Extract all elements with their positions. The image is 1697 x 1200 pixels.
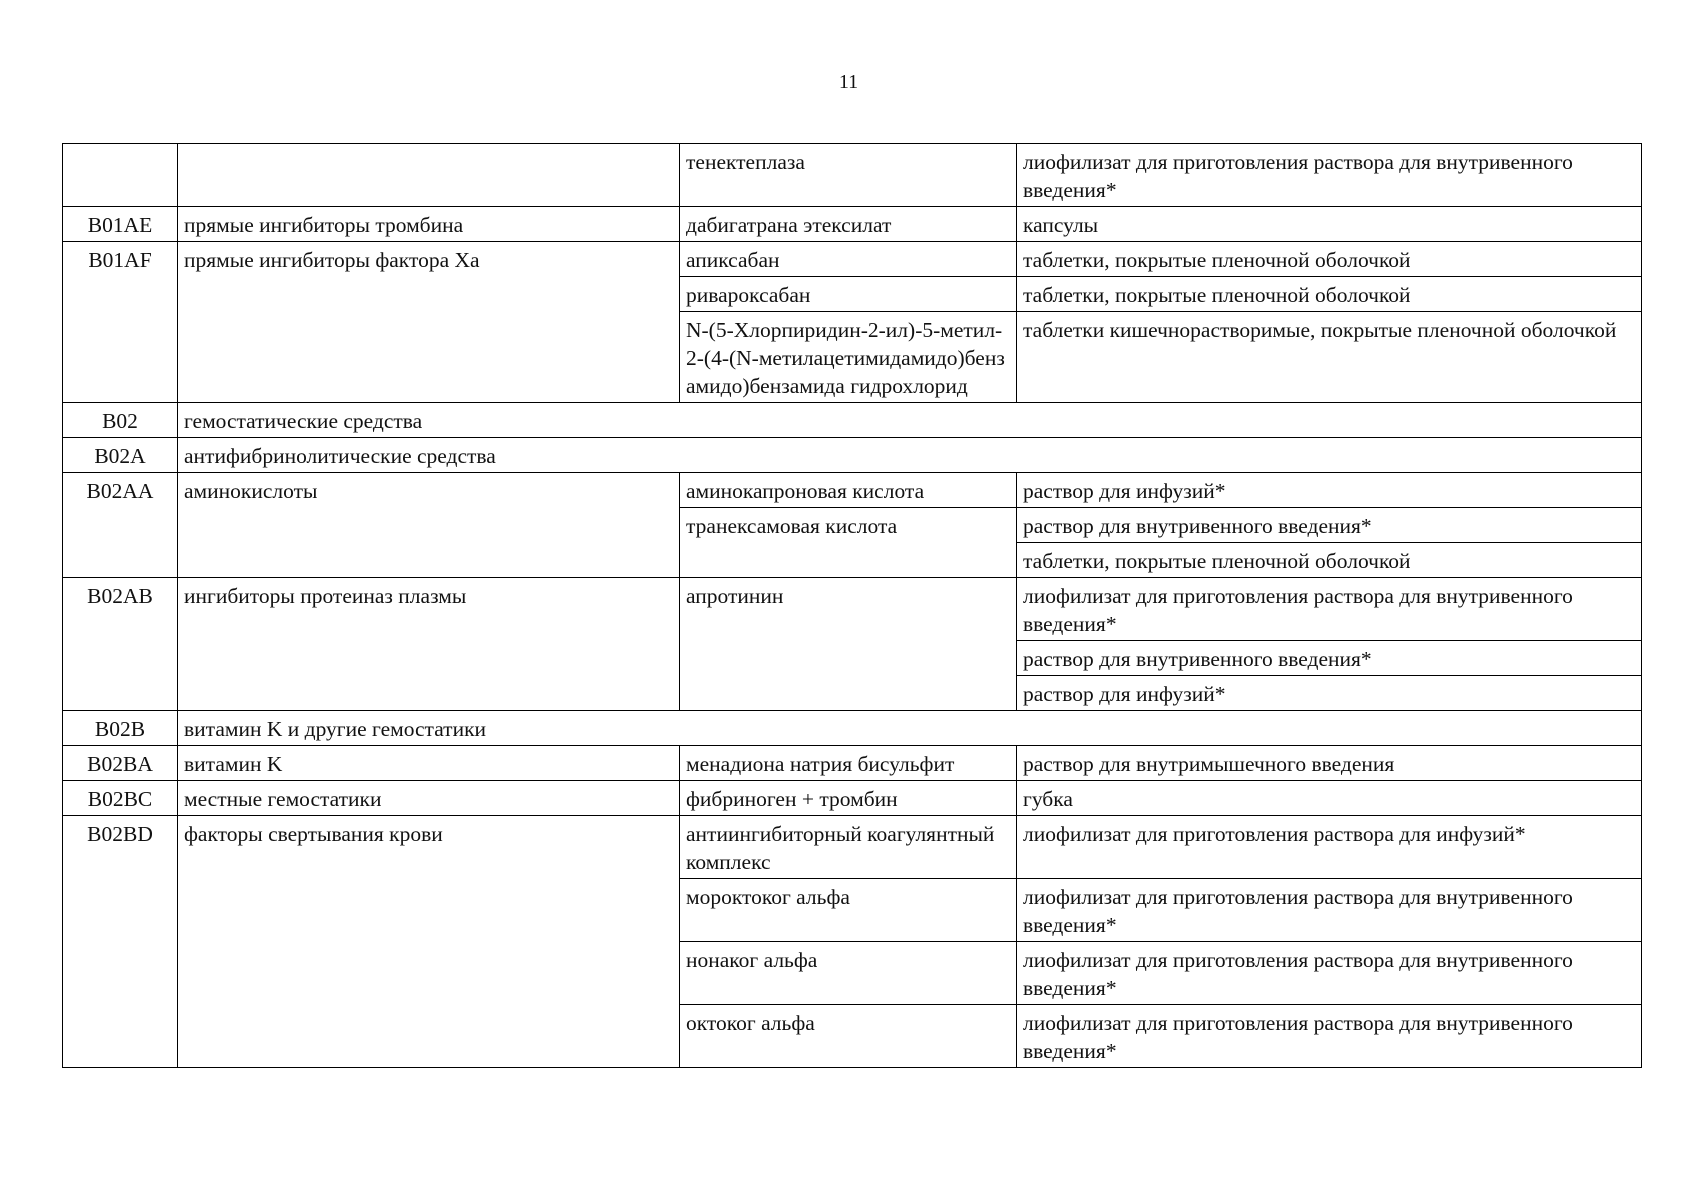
- table-row: [63, 144, 1642, 207]
- drug-cell: N-(5-Хлорпиридин-2-ил)-5-метил-2-(4-(N-метилацетимидамидо)бензамидо)бензамида гидрохлорид: [680, 312, 1017, 403]
- drug-cell: апиксабан: [680, 242, 1017, 277]
- table-row: [63, 403, 1642, 438]
- dosage-form-cell: лиофилизат для приготовления раствора для внутривенного введения*: [1017, 942, 1642, 1005]
- dosage-form-cell: лиофилизат для приготовления раствора для внутривенного введения*: [1017, 144, 1642, 207]
- table-row: [63, 438, 1642, 473]
- dosage-form-cell: раствор для внутримышечного введения: [1017, 746, 1642, 781]
- dosage-form-cell: лиофилизат для приготовления раствора для внутривенного введения*: [1017, 1005, 1642, 1068]
- group-cell: [178, 144, 680, 207]
- drug-cell: транексамовая кислота: [680, 508, 1017, 578]
- page-number: 11: [838, 71, 859, 93]
- group-cell: местные гемостатики: [178, 781, 680, 816]
- drug-table: [62, 143, 1642, 1068]
- dosage-form-cell: лиофилизат для приготовления раствора для внутривенного введения*: [1017, 578, 1642, 641]
- group-cell: прямые ингибиторы фактора Xa: [178, 242, 680, 403]
- dosage-form-cell: раствор для внутривенного введения*: [1017, 641, 1642, 676]
- atc-code-cell: B02BA: [63, 746, 178, 781]
- dosage-form-cell: таблетки, покрытые пленочной оболочкой: [1017, 543, 1642, 578]
- table-row: [63, 711, 1642, 746]
- atc-code-cell: B02A: [63, 438, 178, 473]
- atc-code-cell: B01AF: [63, 242, 178, 403]
- group-cell: прямые ингибиторы тромбина: [178, 207, 680, 242]
- atc-code-cell: B02AA: [63, 473, 178, 578]
- group-cell: факторы свертывания крови: [178, 816, 680, 1068]
- dosage-form-cell: раствор для внутривенного введения*: [1017, 508, 1642, 543]
- table-row: [63, 207, 1642, 242]
- dosage-form-cell: таблетки, покрытые пленочной оболочкой: [1017, 277, 1642, 312]
- dosage-form-cell: раствор для инфузий*: [1017, 676, 1642, 711]
- drug-cell: тенектеплаза: [680, 144, 1017, 207]
- atc-code-cell: B02BD: [63, 816, 178, 1068]
- group-cell: витамин K: [178, 746, 680, 781]
- drug-cell: дабигатрана этексилат: [680, 207, 1017, 242]
- drug-cell: ривароксабан: [680, 277, 1017, 312]
- atc-code-cell: B01AE: [63, 207, 178, 242]
- atc-code-cell: B02BC: [63, 781, 178, 816]
- drug-cell: апротинин: [680, 578, 1017, 711]
- group-cell: ингибиторы протеиназ плазмы: [178, 578, 680, 711]
- table-row: [63, 816, 1642, 879]
- drug-cell: октоког альфа: [680, 1005, 1017, 1068]
- dosage-form-cell: капсулы: [1017, 207, 1642, 242]
- dosage-form-cell: таблетки, покрытые пленочной оболочкой: [1017, 242, 1642, 277]
- atc-code-cell: B02B: [63, 711, 178, 746]
- group-cell: антифибринолитические средства: [178, 438, 1642, 473]
- group-cell: аминокислоты: [178, 473, 680, 578]
- group-cell: витамин K и другие гемостатики: [178, 711, 1642, 746]
- dosage-form-cell: губка: [1017, 781, 1642, 816]
- drug-cell: антиингибиторный коагулянтный комплекс: [680, 816, 1017, 879]
- table-row: [63, 746, 1642, 781]
- table-row: [63, 473, 1642, 508]
- dosage-form-cell: раствор для инфузий*: [1017, 473, 1642, 508]
- dosage-form-cell: лиофилизат для приготовления раствора для инфузий*: [1017, 816, 1642, 879]
- drug-cell: менадиона натрия бисульфит: [680, 746, 1017, 781]
- dosage-form-cell: таблетки кишечнорастворимые, покрытые пленочной оболочкой: [1017, 312, 1642, 403]
- atc-code-cell: [63, 144, 178, 207]
- table-row: [63, 242, 1642, 277]
- table-row: [63, 578, 1642, 641]
- atc-code-cell: B02AB: [63, 578, 178, 711]
- group-cell: гемостатические средства: [178, 403, 1642, 438]
- drug-cell: нонаког альфа: [680, 942, 1017, 1005]
- dosage-form-cell: лиофилизат для приготовления раствора для внутривенного введения*: [1017, 879, 1642, 942]
- atc-code-cell: B02: [63, 403, 178, 438]
- drug-cell: фибриноген + тромбин: [680, 781, 1017, 816]
- drug-cell: мороктоког альфа: [680, 879, 1017, 942]
- table-row: [63, 781, 1642, 816]
- drug-cell: аминокапроновая кислота: [680, 473, 1017, 508]
